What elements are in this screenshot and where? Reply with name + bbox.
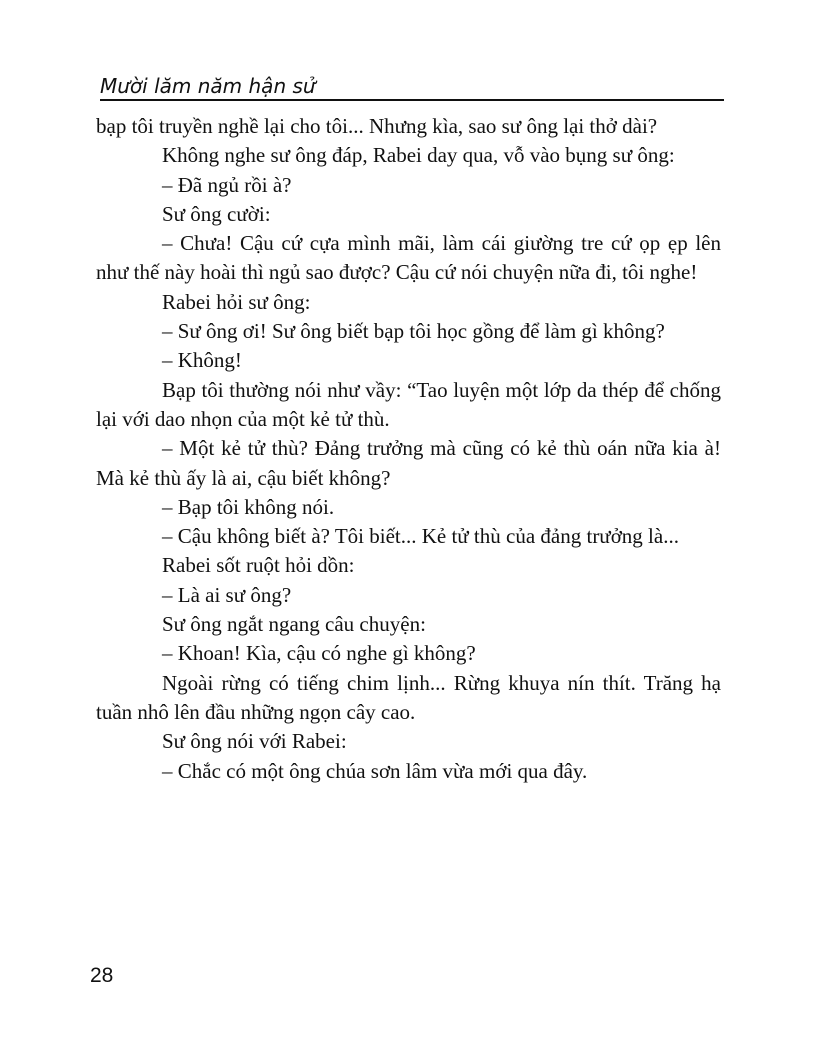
paragraph: – Cậu không biết à? Tôi biết... Kẻ tử thù của đảng trưởng là... bbox=[162, 524, 679, 549]
paragraph: Rabei hỏi sư ông: bbox=[162, 289, 311, 314]
paragraph: Sư ông ngắt ngang câu chuyện: bbox=[162, 612, 426, 637]
body-text bbox=[96, 112, 721, 786]
paragraph: Rabei sốt ruột hỏi dồn: bbox=[162, 553, 355, 578]
paragraph: Bạp tôi thường nói như vầy: “Tao luyện một lớp da thép để chống lại với dao nhọn của một kẻ tử thù. bbox=[96, 377, 721, 431]
header-divider bbox=[100, 99, 724, 101]
paragraph: – Sư ông ơi! Sư ông biết bạp tôi học gồng để làm gì không? bbox=[162, 319, 665, 344]
paragraph: – Một kẻ tử thù? Đảng trưởng mà cũng có kẻ thù oán nữa kia à! Mà kẻ thù ấy là ai, cậu biết không? bbox=[96, 436, 721, 490]
paragraph: – Bạp tôi không nói. bbox=[162, 494, 335, 519]
paragraph: Ngoài rừng có tiếng chim lịnh... Rừng khuya nín thít. Trăng hạ tuần nhô lên đầu những ngọn cây cao. bbox=[96, 670, 721, 724]
paragraph: Sư ông nói với Rabei: bbox=[162, 729, 347, 754]
paragraph: – Đã ngủ rồi à? bbox=[162, 172, 292, 197]
paragraph: – Chưa! Cậu cứ cựa mình mãi, làm cái giường tre cứ ọp ẹp lên như thế này hoài thì ngủ sao được? Cậu cứ nói chuyện nữa đi, tôi nghe! bbox=[96, 231, 721, 285]
paragraph: – Chắc có một ông chúa sơn lâm vừa mới qua đây. bbox=[162, 758, 588, 783]
paragraph: bạp tôi truyền nghề lại cho tôi... Nhưng kìa, sao sư ông lại thở dài? bbox=[96, 114, 658, 138]
paragraph: – Là ai sư ông? bbox=[162, 582, 292, 607]
paragraph: – Khoan! Kìa, cậu có nghe gì không? bbox=[162, 641, 476, 666]
page-number: 28 bbox=[90, 964, 114, 987]
paragraph: Sư ông cười: bbox=[162, 201, 271, 226]
paragraph: – Không! bbox=[162, 348, 242, 373]
paragraph: Không nghe sư ông đáp, Rabei day qua, vỗ vào bụng sư ông: bbox=[162, 143, 675, 168]
running-header: Mười lăm năm hận sử bbox=[100, 74, 316, 98]
